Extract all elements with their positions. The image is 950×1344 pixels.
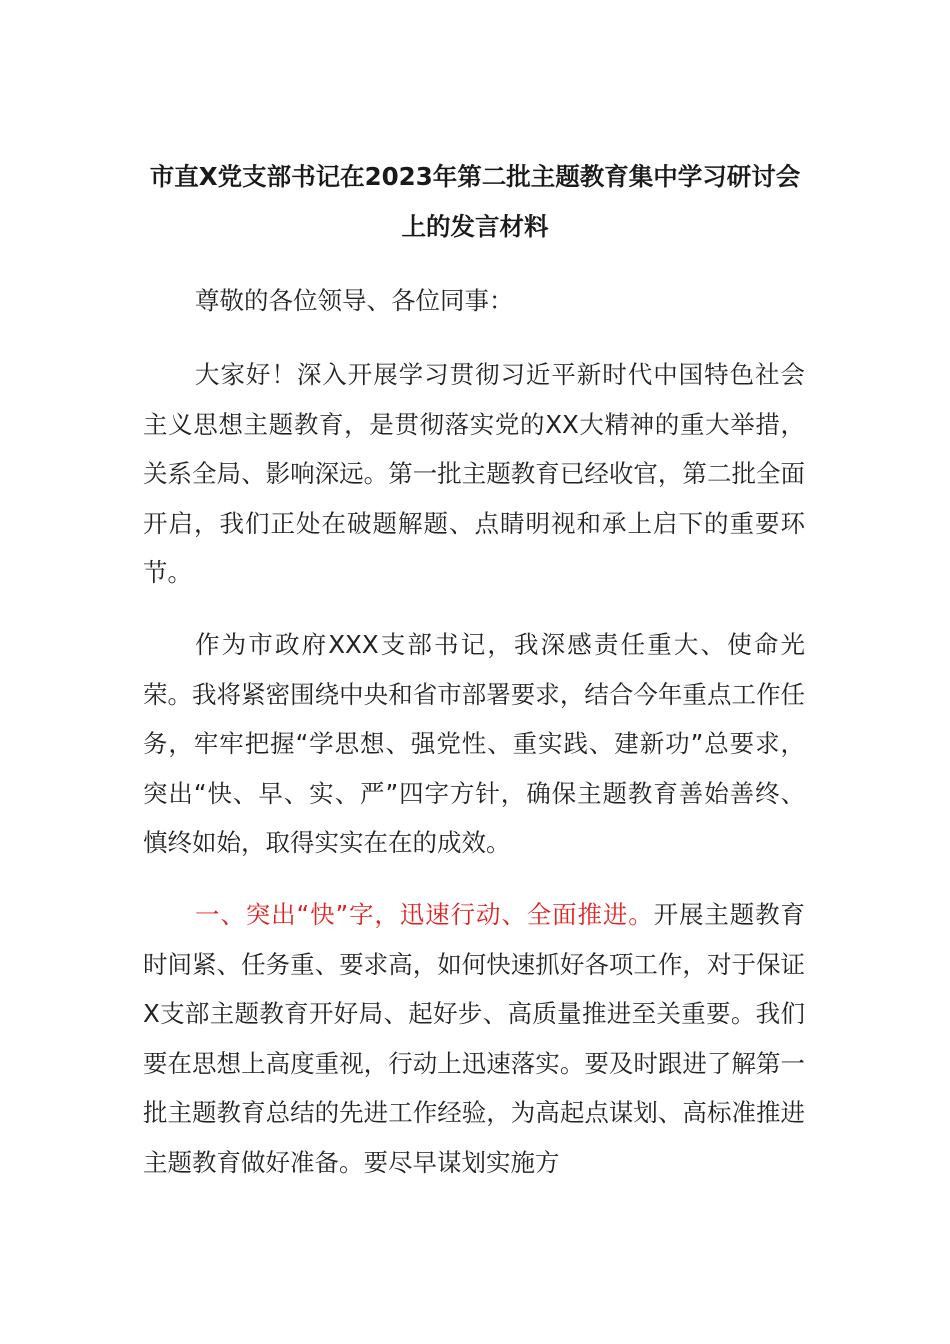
document-title: 市直X党支部书记在2023年第二批主题教育集中学习研讨会上的发言材料: [149, 162, 801, 241]
paragraph-opening: 大家好！深入开展学习贯彻习近平新时代中国特色社会主义思想主题教育，是贯彻落实党的XX大精神的重大举措，关系全局、影响深远。第一批主题教育已经收官，第二批全面开启，我们正处在破题解题、点睛明视和承上启下的重要环节。: [143, 360, 805, 587]
section-one-body: 开展主题教育时间紧、任务重、要求高，如何快速抓好各项工作，对于保证X支部主题教育开好局、起好步、高质量推进至关重要。我们要在思想上高度重视，行动上迅速落实。要及时跟进了解第一批主题教育总结的先进工作经验，为高起点谋划、高标准推进主题教育做好准备。要尽早谋划实施方: [143, 900, 806, 1177]
paragraph-commitment: 作为市政府XXX支部书记，我深感责任重大、使命光荣。我将紧密围绕中央和省市部署要求，结合今年重点工作任务，牢牢把握“学思想、强党性、重实践、建新功”总要求，突出“快、早、实、严”四字方针，确保主题教育善始善终、慎终如始，取得实实在在的成效。: [143, 630, 805, 857]
paragraph-section-one: [143, 890, 805, 1187]
salutation: 尊敬的各位领导、各位同事：: [195, 286, 514, 315]
section-one-heading: 一、突出“快”字，迅速行动、全面推进。: [195, 900, 654, 929]
